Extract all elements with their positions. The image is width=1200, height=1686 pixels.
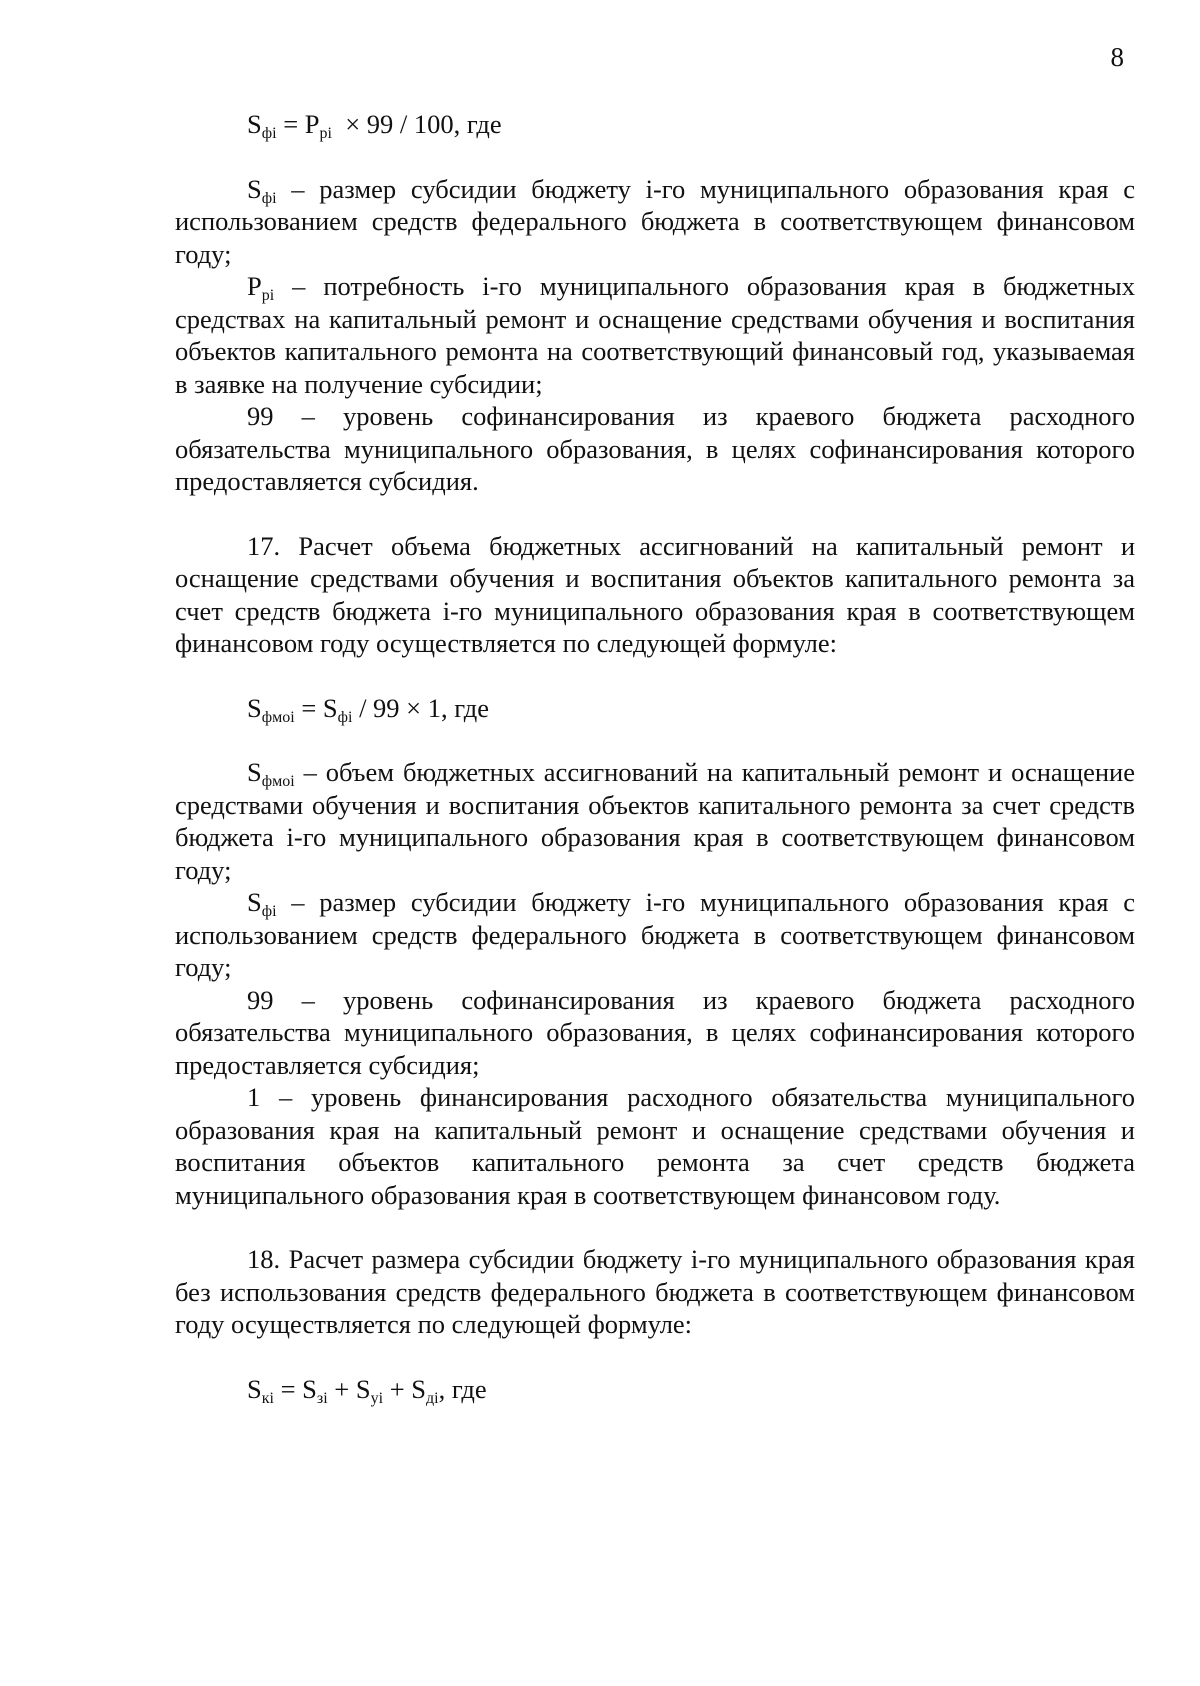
- paragraph-spacer: [175, 1211, 1135, 1243]
- document-body: [175, 108, 1135, 1405]
- paragraph: 18. Расчет размера субсидии бюджету i-го муниципального образования края без использования средств федерального бюджета в соответствующем финансовом году осуществляется по следующей формуле:: [175, 1244, 1135, 1339]
- formula: $S_{фмоi} = S_{фi} / 99 \times 1$, где: [247, 692, 490, 726]
- paragraph-spacer: [175, 1341, 1135, 1373]
- paragraph-spacer: [175, 660, 1135, 692]
- paragraph-spacer: [175, 724, 1135, 756]
- paragraph: 17. Расчет объема бюджетных ассигнований на капитальный ремонт и оснащение средствами обучения и воспитания объектов капитального ремонта за счет средств бюджета i-го муниципального образования края в соответствующем финансовом году осуществляется по следующей формуле:: [175, 530, 1135, 658]
- paragraph: 99 – уровень софинансирования из краевого бюджета расходного обязательства муниципального образования, в целях софинансирования которого предоставляется субсидия;: [175, 984, 1135, 1080]
- paragraph-spacer: [175, 498, 1135, 530]
- formula: $S_{кi} = S_{зi} + S_{уi} + S_{дi}$, где: [247, 1373, 487, 1407]
- paragraph: $S_{фi}$ – размер субсидии бюджету i-го муниципального образования края с использованием средств федерального бюджета в соответствующем финансовом году;: [175, 887, 1135, 982]
- page-number: 8: [1110, 42, 1124, 72]
- paragraph: $S_{фмоi}$ – объем бюджетных ассигнований на капитальный ремонт и оснащение средствами обучения и воспитания объектов капитального ремонта за счет средств бюджета i-го муниципального образования края в соответствующем финансовом году;: [175, 757, 1135, 885]
- paragraph-spacer: [175, 141, 1135, 173]
- paragraph: $S_{фi}$ – размер субсидии бюджету i-го муниципального образования края с использованием средств федерального бюджета в соответствующем финансовом году;: [175, 173, 1135, 269]
- paragraph: $P_{pi}$ – потребность i-го муниципального образования края в бюджетных средствах на капитальный ремонт и оснащение средствами обучения и воспитания объектов капитального ремонта на соответствующий финансовый год, указываемая в заявке на получение субсидии;: [175, 271, 1135, 399]
- paragraph: 1 – уровень финансирования расходного обязательства муниципального образования края на капитальный ремонт и оснащение средствами обучения и воспитания объектов капитального ремонта за счет средств бюджета муниципального образования края в соответствующем финансовом году.: [175, 1082, 1135, 1210]
- formula: $S_{фi} = P_{pi} \times 99 / 100$, где: [247, 109, 502, 142]
- paragraph: 99 – уровень софинансирования из краевого бюджета расходного обязательства муниципального образования, в целях софинансирования которого предоставляется субсидия.: [175, 401, 1135, 496]
